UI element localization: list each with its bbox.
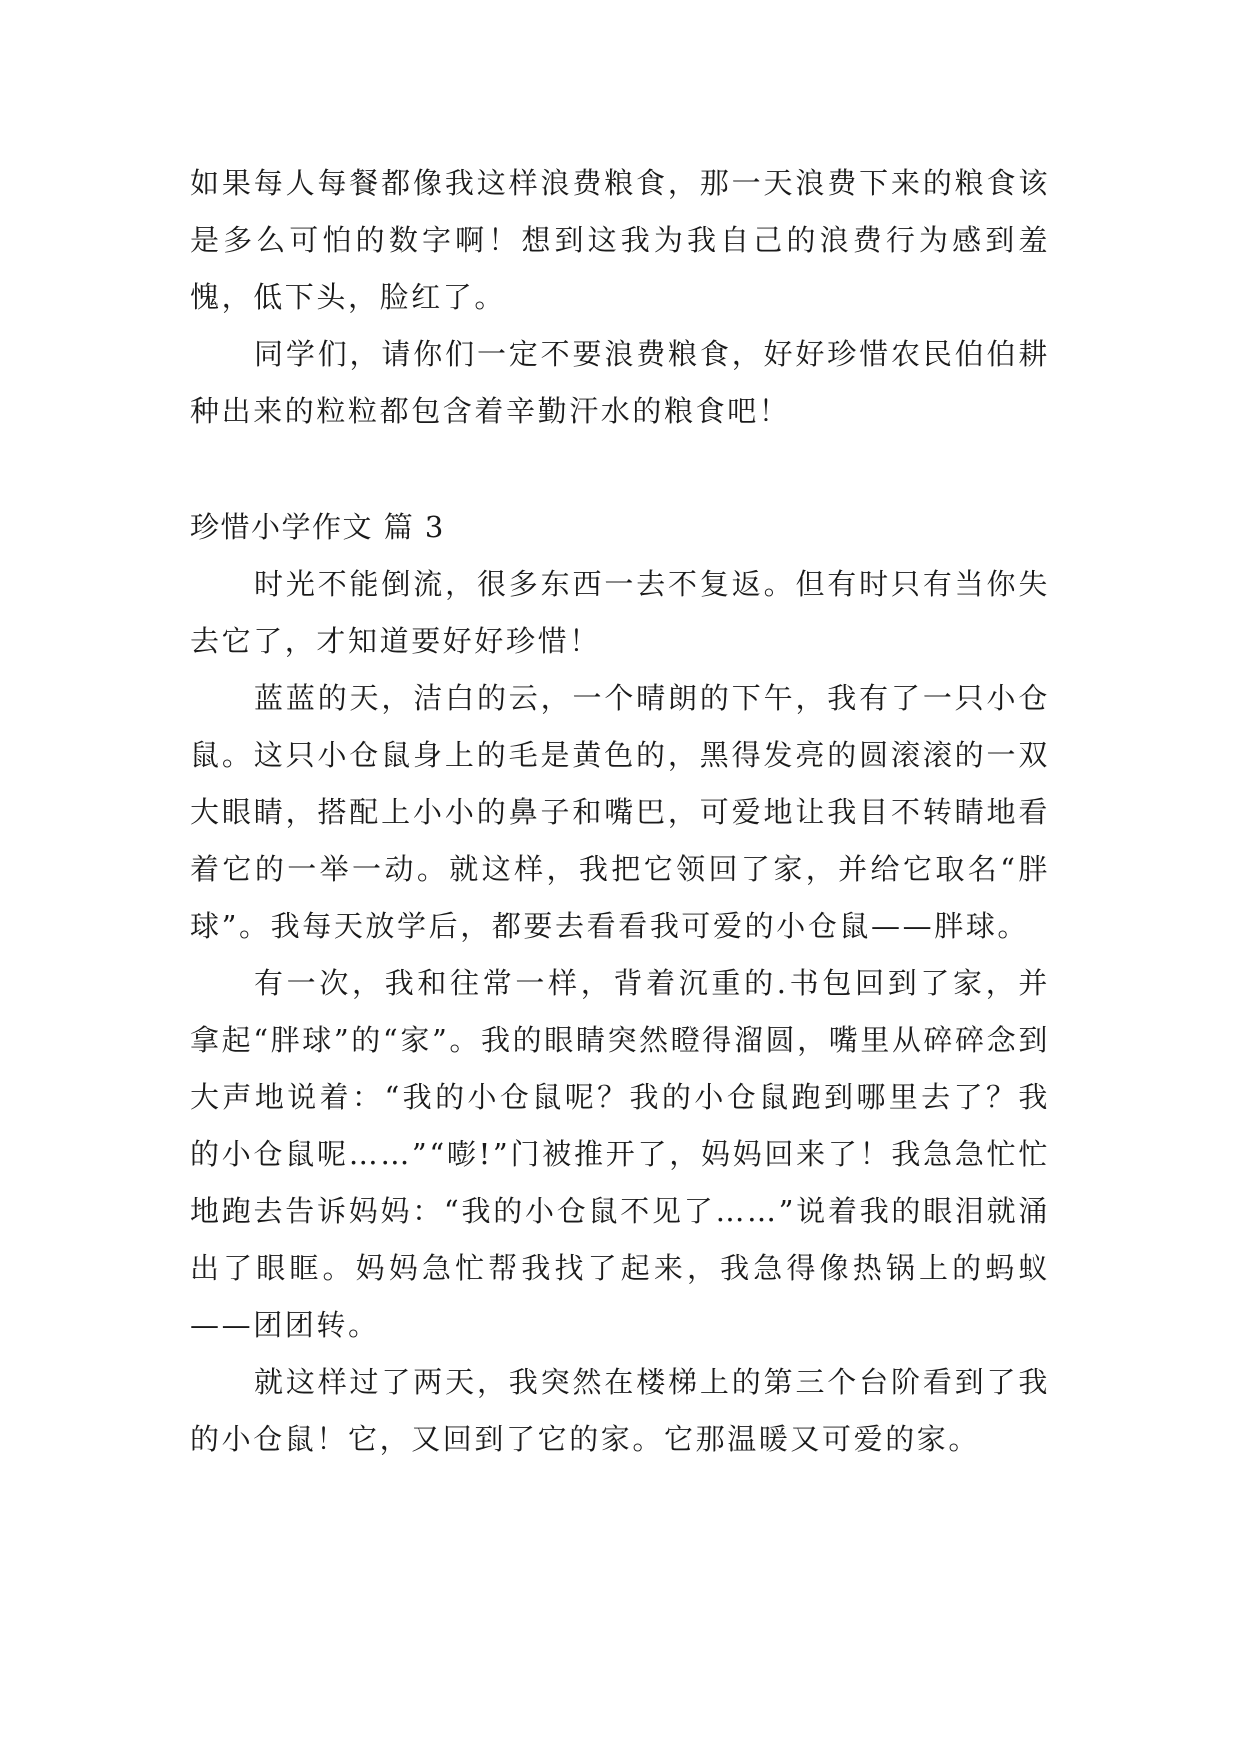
- paragraph-waste-reflection: 如果每人每餐都像我这样浪费粮食，那一天浪费下来的粮食该是多么可怕的数字啊！想到这我为我自己的浪费行为感到羞愧，低下头，脸红了。: [190, 166, 1050, 314]
- paragraph-appeal-classmates: 同学们，请你们一定不要浪费粮食，好好珍惜农民伯伯耕种出来的粒粒都包含着辛勤汗水的粮食吧！: [190, 337, 1050, 428]
- paragraph-hamster-found: 就这样过了两天，我突然在楼梯上的第三个台阶看到了我的小仓鼠！它，又回到了它的家。它那温暖又可爱的家。: [190, 1365, 1050, 1456]
- paragraph-hamster-intro: 蓝蓝的天，洁白的云，一个晴朗的下午，我有了一只小仓鼠。这只小仓鼠身上的毛是黄色的，黑得发亮的圆滚滚的一双大眼睛，搭配上小小的鼻子和嘴巴，可爱地让我目不转睛地看着它的一举一动。就这样，我把它领回了家，并给它取名“胖球”。我每天放学后，都要去看看我可爱的小仓鼠——胖球。: [190, 681, 1050, 943]
- essay-continuation: [190, 155, 1050, 440]
- essay-section-3: [190, 499, 1050, 1468]
- section-heading: 珍惜小学作文 篇 3: [190, 510, 445, 544]
- paragraph-time-no-return: 时光不能倒流，很多东西一去不复返。但有时只有当你失去它了，才知道要好好珍惜！: [190, 567, 1050, 658]
- paragraph-hamster-lost: 有一次，我和往常一样，背着沉重的.书包回到了家，并拿起“胖球”的“家”。我的眼睛突然瞪得溜圆，嘴里从碎碎念到大声地说着：“我的小仓鼠呢？我的小仓鼠跑到哪里去了？我的小仓鼠呢……”“嘭!”门被推开了，妈妈回来了！我急急忙忙地跑去告诉妈妈：“我的小仓鼠不见了……”说着我的眼泪就涌出了眼眶。妈妈急忙帮我找了起来，我急得像热锅上的蚂蚁——团团转。: [190, 966, 1050, 1342]
